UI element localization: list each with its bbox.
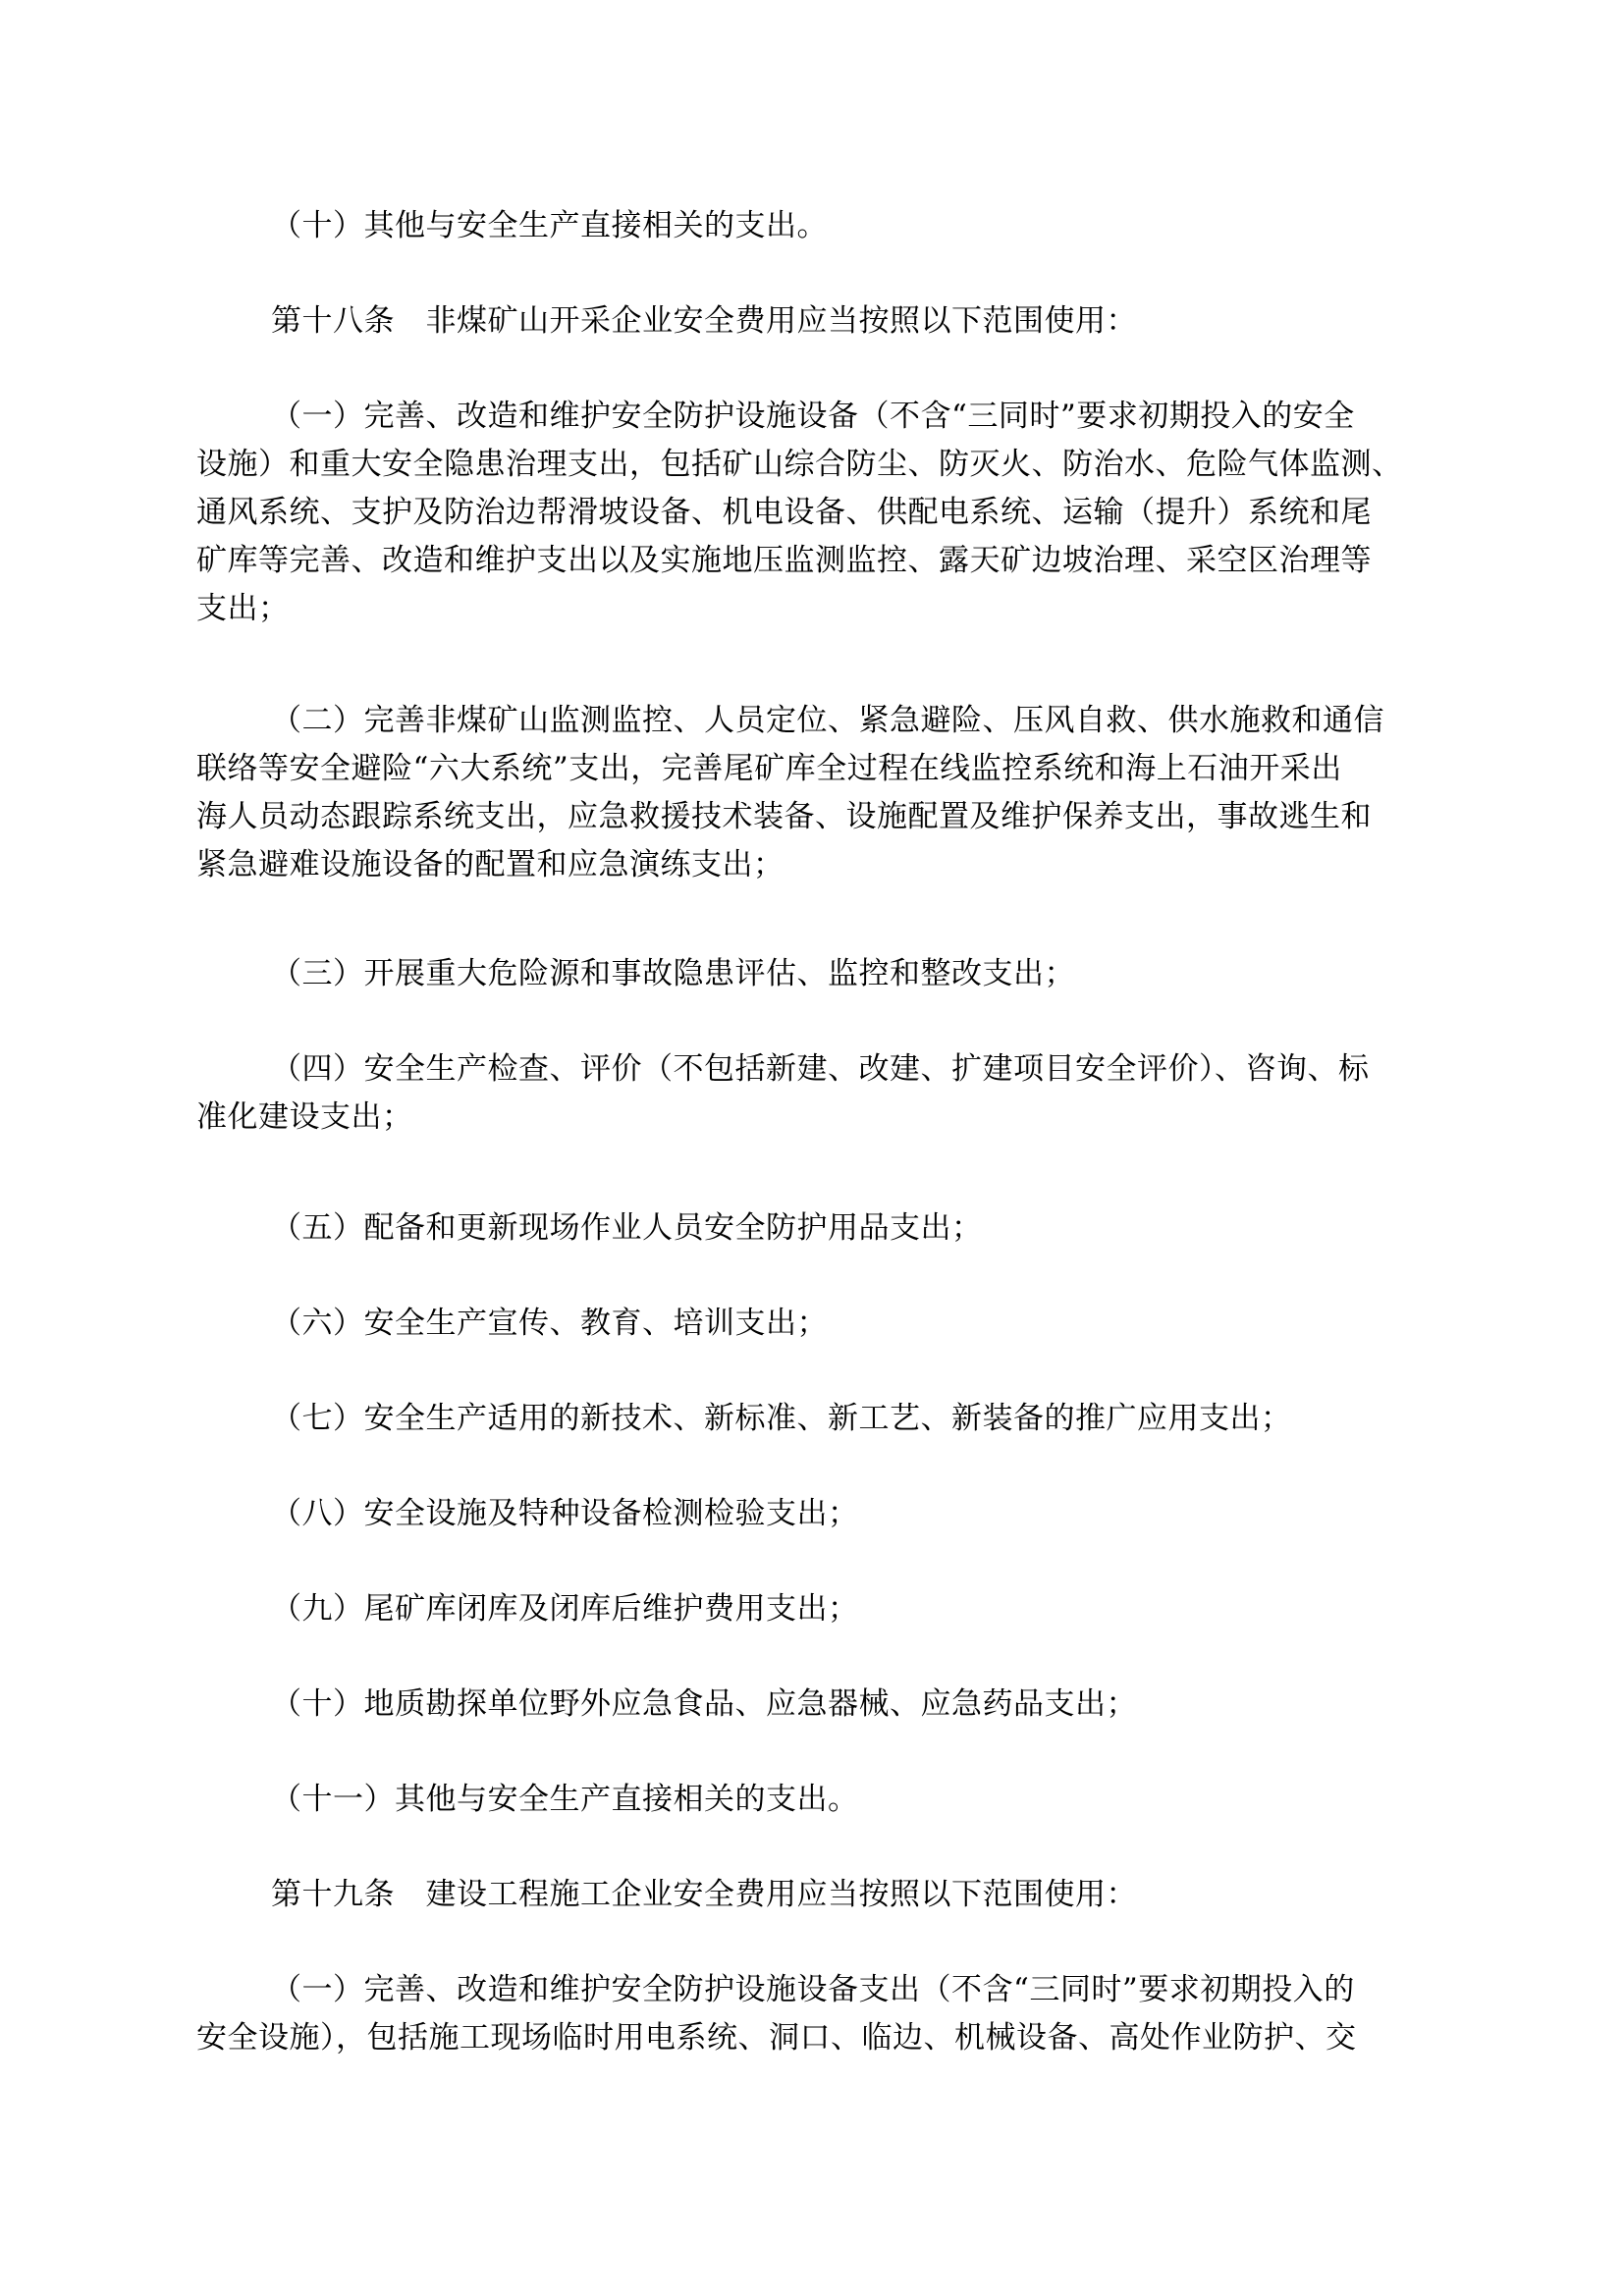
paragraph-line: 海人员动态跟踪系统支出，应急救援技术装备、设施配置及维护保养支出，事故逃生和: [196, 799, 1372, 834]
paragraph-line: （九）尾矿库闭库及闭库后维护费用支出；: [271, 1591, 859, 1627]
paragraph-item-8-testing: [196, 1490, 1445, 1538]
paragraph-line: （六）安全生产宣传、教育、培训支出；: [271, 1306, 828, 1341]
paragraph-item-4-inspection: [196, 1045, 1445, 1142]
paragraph-line: 第十八条 非煤矿山开采企业安全费用应当按照以下范围使用：: [271, 303, 1137, 339]
paragraph-line: （八）安全设施及特种设备检测检验支出；: [271, 1496, 859, 1531]
paragraph-item-5-protective-gear: [196, 1204, 1445, 1253]
article-19-heading: [196, 1871, 1445, 1919]
paragraph-item-7-new-tech: [196, 1395, 1445, 1443]
paragraph-item-1-facilities: [196, 393, 1445, 633]
paragraph-line: 设施）和重大安全隐患治理支出，包括矿山综合防尘、防灭火、防治水、危险气体监测、: [196, 447, 1403, 482]
paragraph-item-2-six-systems: [196, 697, 1445, 889]
article-18-heading: [196, 297, 1445, 346]
paragraph-item-9-tailings: [196, 1585, 1445, 1633]
paragraph-item-6-training: [196, 1300, 1445, 1348]
paragraph-line: （十）其他与安全生产直接相关的支出。: [271, 208, 828, 243]
paragraph-item-11-other: [196, 1776, 1445, 1824]
paragraph-line: （七）安全生产适用的新技术、新标准、新工艺、新装备的推广应用支出；: [271, 1401, 1292, 1436]
paragraph-item-1-construction: [196, 1966, 1445, 2062]
paragraph-line: 通风系统、支护及防治边帮滑坡设备、机电设备、供配电系统、运输（提升）系统和尾: [196, 495, 1372, 530]
paragraph-item-3-hazards: [196, 950, 1445, 998]
paragraph-line: 矿库等完善、改造和维护支出以及实施地压监测监控、露天矿边坡治理、采空区治理等: [196, 543, 1372, 578]
paragraph-line: 联络等安全避险“六大系统”支出，完善尾矿库全过程在线监控系统和海上石油开采出: [196, 751, 1342, 786]
paragraph-line: 紧急避难设施设备的配置和应急演练支出；: [196, 847, 785, 882]
paragraph-line: 准化建设支出；: [196, 1099, 413, 1135]
paragraph-item-10-other: [196, 202, 1445, 250]
paragraph-line: （二）完善非煤矿山监测监控、人员定位、紧急避险、压风自救、供水施救和通信: [271, 703, 1384, 738]
paragraph-line: （三）开展重大危险源和事故隐患评估、监控和整改支出；: [271, 956, 1075, 991]
paragraph-item-10-field-emergency: [196, 1681, 1445, 1729]
paragraph-line: 安全设施），包括施工现场临时用电系统、洞口、临边、机械设备、高处作业防护、交: [196, 2020, 1357, 2056]
paragraph-line: （一）完善、改造和维护安全防护设施设备（不含“三同时”要求初期投入的安全: [271, 399, 1355, 434]
paragraph-line: 第十九条 建设工程施工企业安全费用应当按照以下范围使用：: [271, 1877, 1137, 1912]
paragraph-line: （十一）其他与安全生产直接相关的支出。: [271, 1782, 859, 1817]
paragraph-line: （四）安全生产检查、评价（不包括新建、改建、扩建项目安全评价）、咨询、标: [271, 1051, 1370, 1087]
paragraph-line: （一）完善、改造和维护安全防护设施设备支出（不含“三同时”要求初期投入的: [271, 1972, 1355, 2007]
paragraph-line: （十）地质勘探单位野外应急食品、应急器械、应急药品支出；: [271, 1686, 1137, 1722]
paragraph-line: （五）配备和更新现场作业人员安全防护用品支出；: [271, 1210, 983, 1246]
paragraph-line: 支出；: [196, 591, 290, 626]
